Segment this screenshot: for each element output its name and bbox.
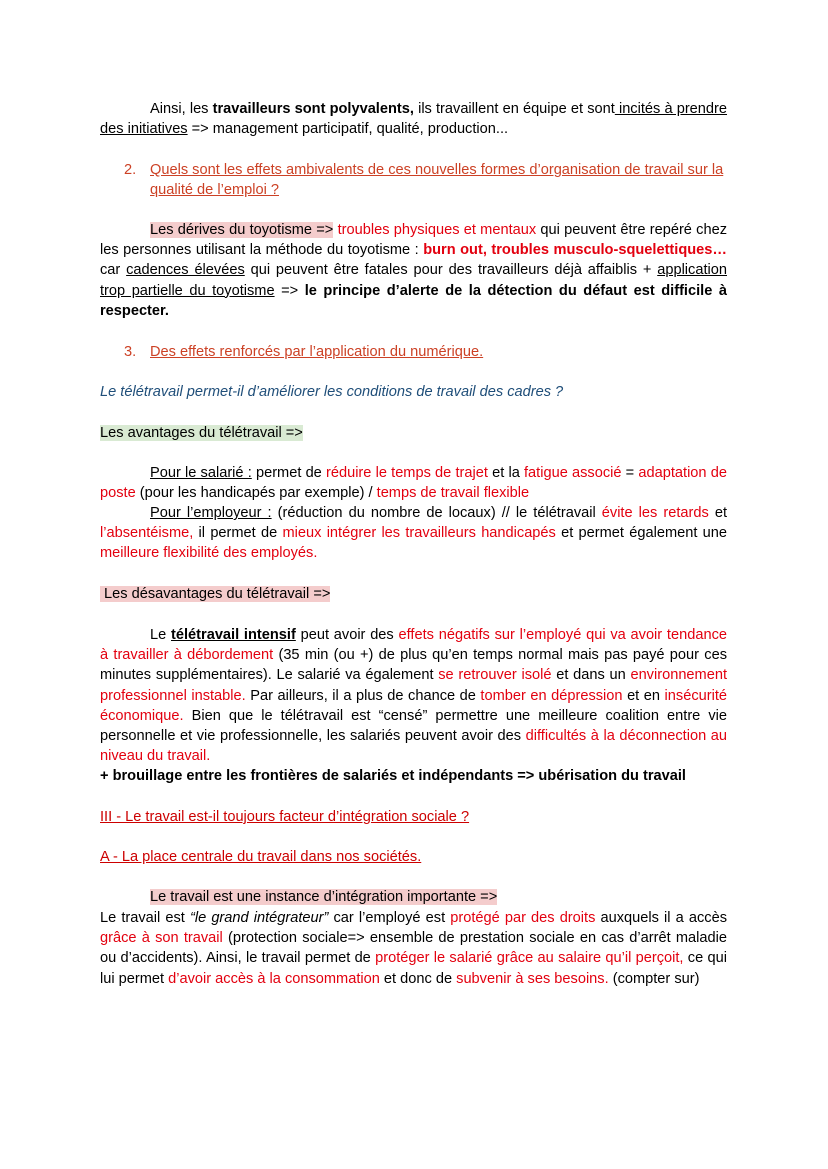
paragraph-derives-toyotisme bbox=[100, 220, 727, 321]
paragraph-avantages-salarie bbox=[100, 463, 727, 503]
red-text: effets négatifs sur l’employé qui va avoir tendance à travailler à débordement bbox=[100, 627, 727, 664]
red-text: d’avoir accès à la consommation bbox=[168, 970, 380, 987]
text: car l’employé est bbox=[328, 910, 451, 926]
text: => bbox=[274, 282, 305, 299]
text: et en bbox=[622, 687, 665, 704]
text: Par ailleurs, il a plus de chance de bbox=[245, 687, 481, 704]
underlined-text: application trop partielle du toyotisme bbox=[100, 262, 727, 299]
paragraph-uberisation: + brouillage entre les frontières de salariés et indépendants => ubérisation du travail bbox=[100, 768, 686, 784]
integration-heading bbox=[100, 887, 727, 907]
bold-text: le principe d’alerte de la détection du défaut est difficile à respecter. bbox=[100, 282, 727, 319]
underlined-text: Pour le salarié : bbox=[150, 465, 252, 481]
text: (protection sociale=> ensemble de prestation sociale en cas d’arrêt maladie ou d’accidents). Ainsi, le travail permet de bbox=[100, 930, 727, 967]
list-number-2: 2. bbox=[124, 162, 137, 178]
avantages-heading bbox=[100, 423, 727, 443]
text: permet de bbox=[251, 465, 326, 481]
red-text: fatigue associé bbox=[524, 465, 622, 481]
paragraph-integration bbox=[100, 908, 727, 989]
highlighted-text: Le travail est une instance d’intégration importante => bbox=[150, 889, 498, 905]
list-number-3: 3. bbox=[124, 344, 137, 360]
red-text: insécurité économique. bbox=[100, 687, 728, 724]
paragraph-polyvalence bbox=[100, 99, 727, 139]
text: => management participatif, qualité, production... bbox=[187, 121, 509, 138]
text: ils travaillent en équipe et sont bbox=[413, 101, 615, 117]
text: car bbox=[100, 262, 127, 279]
underlined-text: Pour l’employeur : bbox=[150, 505, 272, 521]
text: et permet également une bbox=[555, 525, 727, 542]
red-text: se retrouver isolé bbox=[438, 667, 552, 684]
red-text: environnement professionnel instable. bbox=[100, 667, 727, 704]
red-text: temps de travail flexible bbox=[376, 485, 530, 502]
bold-text: travailleurs sont polyvalents, bbox=[212, 101, 414, 117]
red-text: troubles physiques et mentaux bbox=[333, 222, 537, 238]
text: Le bbox=[150, 627, 172, 643]
text: ce qui lui permet bbox=[100, 950, 727, 987]
text: (35 min (ou +) de plus qu’en temps normal mais pas payé pour ces minutes supplémentaires). Le salarié va également bbox=[100, 647, 727, 684]
underlined-text: cadences élevées bbox=[126, 262, 245, 279]
red-text: évite les retards bbox=[601, 505, 709, 521]
underlined-text: incités à prendre des initiatives bbox=[100, 101, 728, 138]
text: (compter sur) bbox=[608, 970, 700, 987]
paragraph-avantages-employeur bbox=[100, 503, 727, 564]
red-text: grâce à son travail bbox=[100, 930, 223, 947]
text: Ainsi, les bbox=[150, 101, 213, 117]
section-a-heading: A - La place centrale du travail dans nos sociétés. bbox=[100, 849, 422, 865]
red-text: adaptation de poste bbox=[100, 465, 727, 502]
text: qui peuvent être repéré chez les personnes utilisant la méthode du toyotisme : bbox=[100, 222, 728, 259]
paragraph-desavantages bbox=[100, 625, 727, 766]
text: et la bbox=[487, 465, 524, 481]
highlighted-text: Les désavantages du télétravail => bbox=[100, 586, 330, 602]
bold-underlined-text: télétravail intensif bbox=[171, 627, 296, 643]
text: et dans un bbox=[551, 667, 631, 684]
red-text: meilleure flexibilité des employés. bbox=[100, 545, 318, 562]
red-text: difficultés à la déconnection au niveau du travail. bbox=[100, 728, 728, 765]
italic-text: “le grand intégrateur” bbox=[189, 910, 329, 926]
text: auxquels il a accès bbox=[595, 910, 727, 926]
question-2-heading: Quels sont les effets ambivalents de ces nouvelles formes d’organisation de travail sur la qualité de l’emploi ? bbox=[150, 162, 724, 199]
text: (réduction du nombre de locaux) // le télétravail bbox=[271, 505, 602, 521]
question-teletravail: Le télétravail permet-il d’améliorer les conditions de travail des cadres ? bbox=[100, 384, 564, 400]
text: et donc de bbox=[379, 970, 457, 987]
text: il permet de bbox=[193, 525, 283, 542]
red-bold-text: burn out, troubles musculo-squelettiques… bbox=[423, 242, 727, 259]
text: Bien que le télétravail est “censé” permettre une meilleure coalition entre vie personnelle et vie professionnelle, les salariés peuvent avoir des bbox=[100, 707, 727, 745]
red-text: l’absentéisme, bbox=[100, 525, 194, 542]
text: peut avoir des bbox=[295, 627, 399, 643]
question-3-heading: Des effets renforcés par l’application du numérique. bbox=[150, 344, 484, 360]
text: = bbox=[621, 465, 639, 481]
text: qui peuvent être fatales pour des travailleurs déjà affaiblis + bbox=[244, 262, 658, 279]
red-text: réduire le temps de trajet bbox=[325, 465, 488, 481]
text: (pour les handicapés par exemple) / bbox=[135, 485, 377, 502]
section-3-heading: III - Le travail est-il toujours facteur d’intégration sociale ? bbox=[100, 809, 470, 825]
red-text: protégé par des droits bbox=[450, 910, 596, 926]
highlighted-text: Les avantages du télétravail => bbox=[100, 425, 303, 441]
desavantages-heading bbox=[100, 584, 727, 604]
highlighted-text: Les dérives du toyotisme => bbox=[150, 222, 334, 238]
red-text: mieux intégrer les travailleurs handicapés bbox=[282, 525, 556, 542]
text: et bbox=[708, 505, 727, 521]
red-text: subvenir à ses besoins. bbox=[456, 970, 609, 987]
text: Le travail est bbox=[100, 910, 190, 926]
red-text: protéger le salarié grâce au salaire qu’il perçoit, bbox=[375, 950, 684, 967]
red-text: tomber en dépression bbox=[480, 687, 623, 704]
